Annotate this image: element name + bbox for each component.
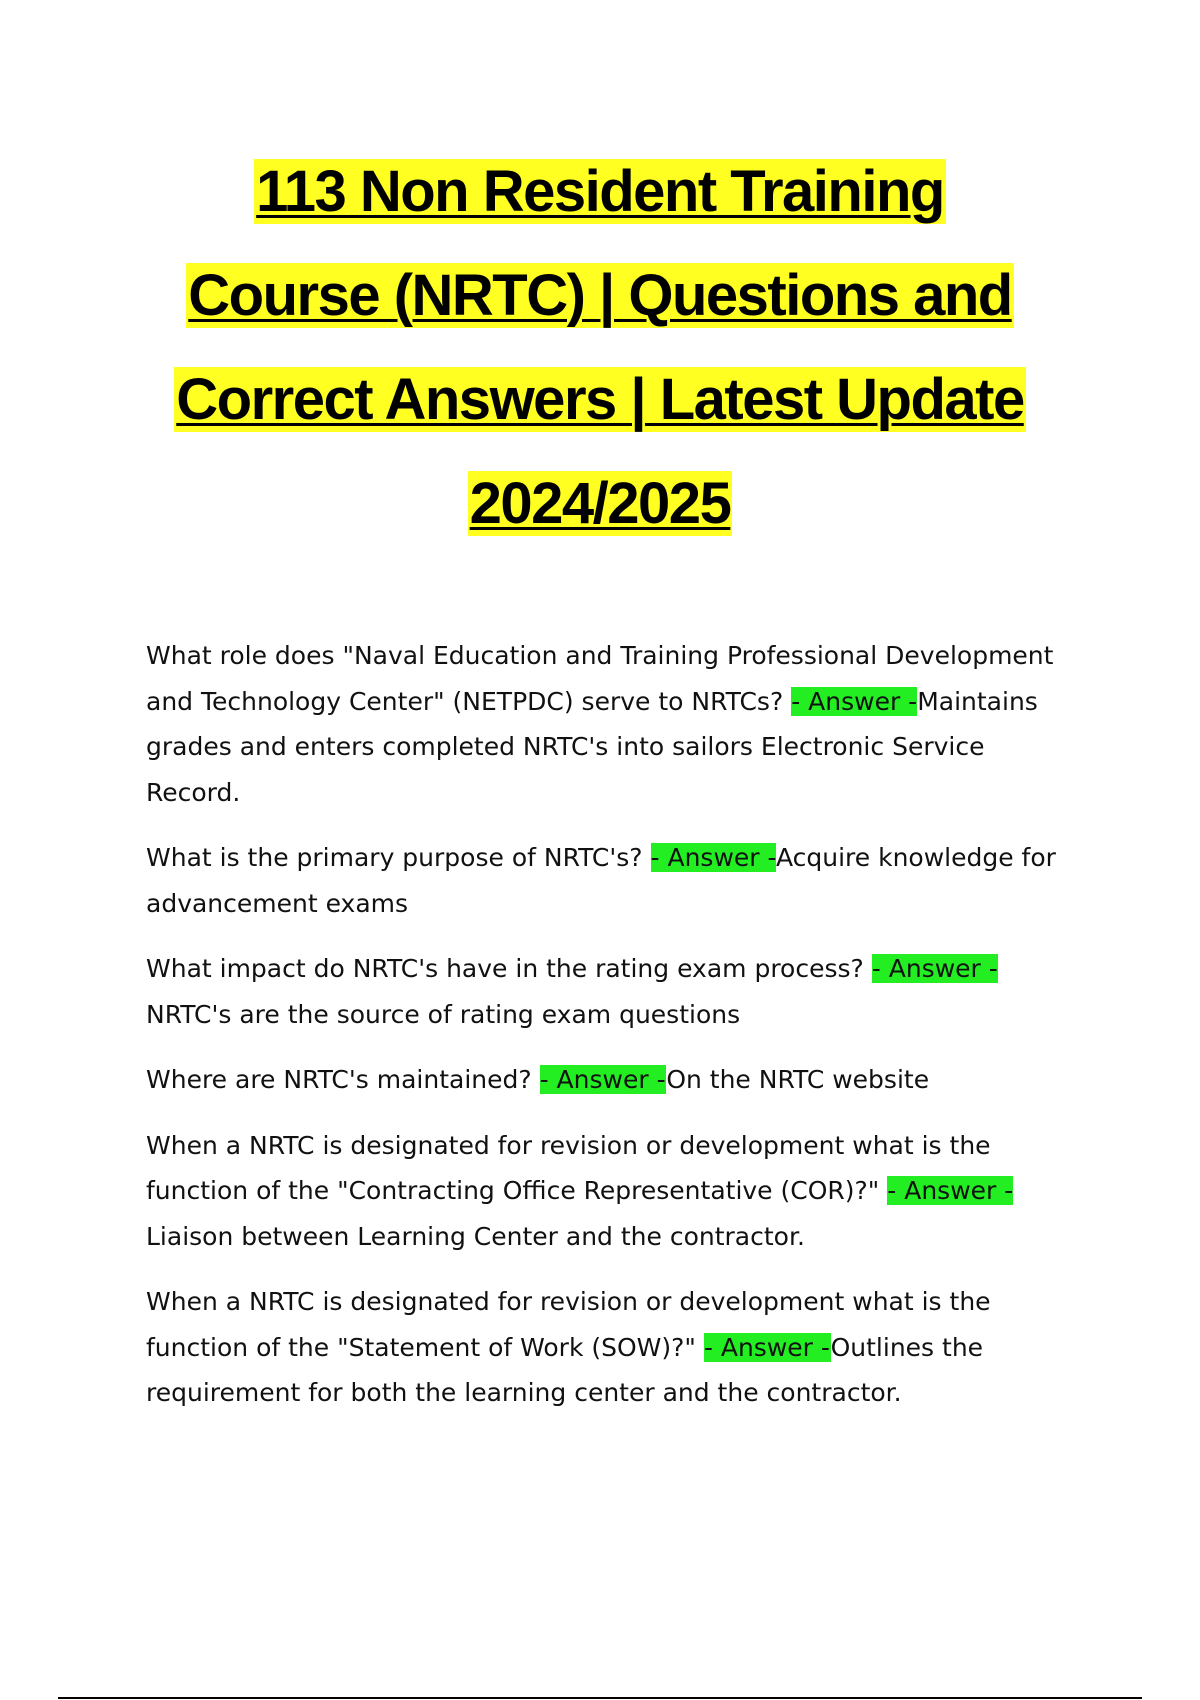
question-text: When a NRTC is designated for revision or development what is the function of the "Contracting Office Representative (COR)?" <box>146 1130 991 1205</box>
question-text: What role does "Naval Education and Training Professional Development and Technology Center" (NETPDC) serve to NRTCs? <box>146 641 1054 716</box>
question-text: When a NRTC is designated for revision or development what is the function of the "Statement of Work (SOW)?" <box>146 1287 991 1362</box>
qa-item <box>146 1057 1076 1103</box>
bottom-divider <box>58 1697 1142 1699</box>
qa-list <box>146 633 1076 1436</box>
answer-marker: - Answer - <box>887 1176 1014 1205</box>
answer-text: Maintains grades and enters completed NRTC's into sailors Electronic Service Record. <box>146 686 1038 807</box>
answer-marker: - Answer - <box>791 686 918 716</box>
answer-marker: - Answer - <box>871 954 998 983</box>
qa-item <box>146 633 1076 815</box>
question-text: What is the primary purpose of NRTC's? <box>146 843 643 872</box>
answer-text: Liaison between Learning Center and the contractor. <box>146 1221 805 1251</box>
title-line-4: 2024/2025 <box>469 471 731 536</box>
question-text: What impact do NRTC's have in the rating exam process? <box>146 954 864 983</box>
answer-marker: - Answer - <box>650 843 776 872</box>
title-line-1: 113 Non Resident Training <box>256 159 944 224</box>
answer-text: Acquire knowledge for advancement exams <box>146 843 1056 918</box>
question-text: Where are NRTC's maintained? <box>146 1065 532 1094</box>
title-line-3: Correct Answers | Latest Update <box>176 367 1024 432</box>
qa-item <box>146 946 1076 1037</box>
answer-marker: - Answer - <box>703 1332 831 1362</box>
document-title <box>0 140 1200 556</box>
title-line-2: Course (NRTC) | Questions and <box>188 263 1012 328</box>
answer-text: On the NRTC website <box>666 1065 930 1094</box>
qa-item <box>146 1279 1076 1416</box>
answer-text: Outlines the requirement for both the learning center and the contractor. <box>146 1332 984 1407</box>
answer-marker: - Answer - <box>539 1065 667 1094</box>
qa-item <box>146 835 1076 926</box>
qa-item <box>146 1123 1076 1260</box>
answer-text: NRTC's are the source of rating exam questions <box>146 999 741 1029</box>
